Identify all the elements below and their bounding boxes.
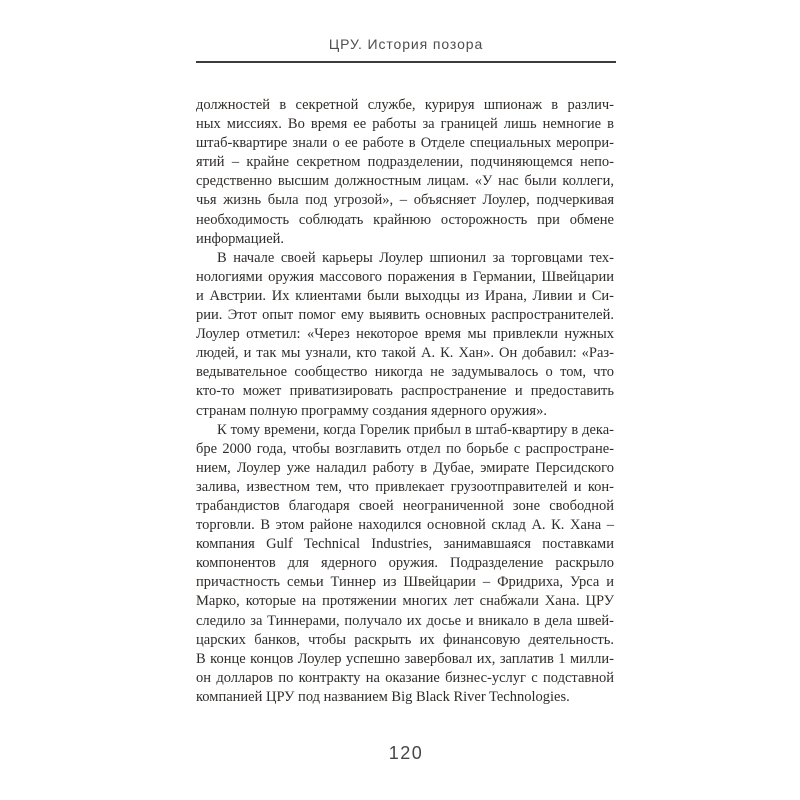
running-title: ЦРУ. История позора: [328, 36, 484, 52]
text-line: торговли. В этом районе находился основной склад А. К. Хана –: [196, 517, 614, 534]
text-line: нологиями оружия массового поражения в Германии, Швейцарии: [196, 268, 614, 285]
text-line: компанией ЦРУ под названием Big Black River Technologies.: [196, 688, 570, 705]
text-line: компонентов для ядерного оружия. Подразделение раскрыло: [196, 555, 614, 572]
text-line: Лоулер отметил: «Через некоторое время мы привлекли нужных: [196, 326, 614, 343]
text-line: бре 2000 года, чтобы возглавить отдел по борьбе с распростране-: [196, 440, 614, 457]
text-line: должностей в секретной службе, курируя шпионаж в различ-: [196, 97, 614, 113]
text-line: ведывательное сообщество никогда не задумывалось о том, что: [196, 364, 614, 381]
text-line: ных миссиях. Во время ее работы за границей лишь немногие в: [196, 116, 614, 133]
text-line: средственно высшим должностным лицам. «У нас были коллеги,: [196, 173, 614, 190]
text-line: причастность семьи Тиннер из Швейцарии – Фридриха, Урса и: [196, 574, 614, 591]
text-line: странам полную программу создания ядерного оружия».: [196, 402, 547, 419]
text-line: залива, известном тем, что привлекает грузоотправителей и кон-: [196, 478, 614, 495]
text-line: В конце концов Лоулер успешно завербовал их, заплатив 1 милли-: [196, 650, 614, 667]
page-number: 120: [388, 743, 424, 763]
text-line: рии. Этот опыт помог ему выявить основных распространителей.: [196, 307, 614, 324]
text-line: нием, Лоулер уже наладил работу в Дубае, эмирате Персидского: [196, 459, 614, 476]
text-line: он долларов по контракту на оказание бизнес-услуг с подставной: [196, 669, 614, 686]
text-line: людей, и так мы узнали, кто такой А. К. Хан». Он добавил: «Раз-: [196, 345, 614, 362]
text-line: кто-то может приватизировать распространение и предоставить: [196, 383, 614, 400]
text-line: компания Gulf Technical Industries, занимавшаяся поставками: [196, 536, 614, 553]
text-line: информацией.: [196, 230, 285, 247]
text-line: В начале своей карьеры Лоулер шпионил за торговцами тех-: [217, 249, 614, 266]
text-line: штаб-квартире знали о ее работе в Отделе специальных меропри-: [196, 135, 614, 152]
text-line: царских банков, чтобы раскрыть их финансовую деятельность.: [196, 631, 614, 648]
text-line: Марко, которые на протяжении многих лет снабжали Хана. ЦРУ: [196, 593, 614, 610]
text-column: [196, 96, 614, 707]
text-line: К тому времени, когда Горелик прибыл в штаб-квартиру в дека-: [217, 421, 614, 438]
text-line: чья жизнь была под угрозой», – объясняет Лоулер, подчеркивая: [196, 192, 614, 209]
text-line: и Австрии. Их клиентами были выходцы из Ирана, Ливии и Си-: [196, 287, 614, 304]
text-line: ятий – крайне секретном подразделении, подчиняющемся непо-: [196, 154, 614, 171]
text-line: трабандистов благодаря своей неограниченной зоне свободной: [196, 497, 614, 514]
text-line: следило за Тиннерами, получало их досье и вникало в дела швей-: [196, 612, 614, 629]
header-divider: [196, 61, 616, 63]
text-line: необходимость соблюдать крайнюю осторожность при обмене: [196, 211, 614, 228]
